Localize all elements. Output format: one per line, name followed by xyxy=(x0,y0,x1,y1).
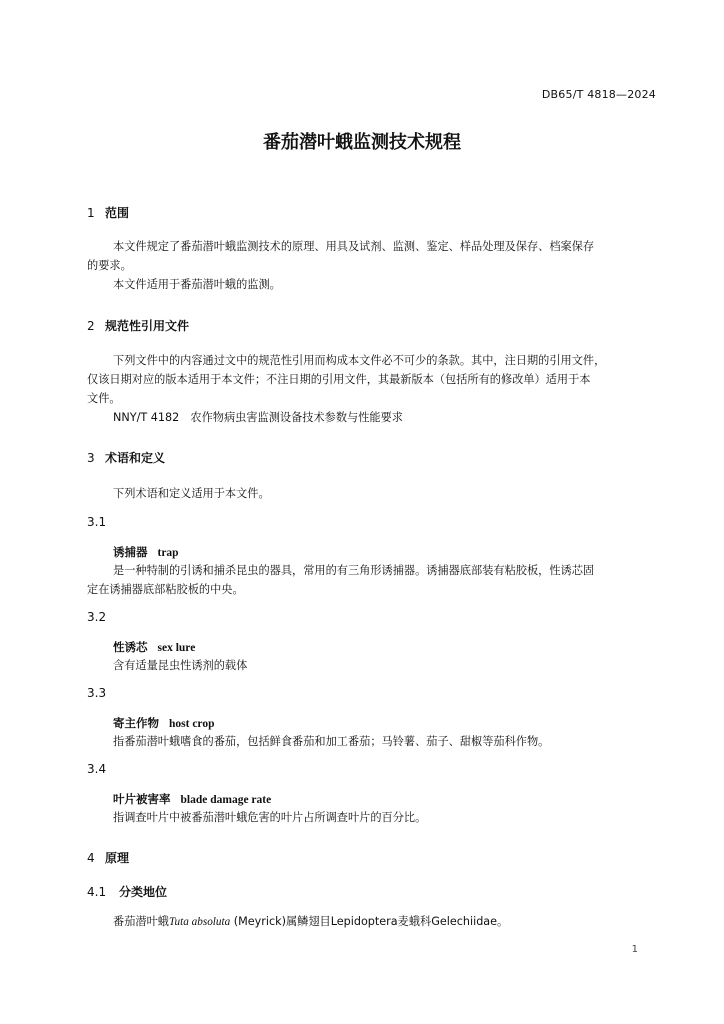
definition-line: 指番茄潜叶蛾嗜食的番茄，包括鲜食番茄和加工番茄；马铃薯、茄子、甜椒等茄科作物。 xyxy=(113,735,550,748)
term-number: 3.3 xyxy=(87,686,107,700)
term-cn: 诱捕器 xyxy=(113,545,148,559)
term-en: host crop xyxy=(169,718,215,730)
page-number: 1 xyxy=(631,944,638,955)
term-cn: 性诱芯 xyxy=(113,640,148,654)
subsection-number: 4.1 xyxy=(87,885,107,899)
section-4-heading xyxy=(87,849,129,866)
section-number: 2 xyxy=(87,319,95,333)
latin-name: Tuta absoluta xyxy=(168,916,231,928)
term-en: blade damage rate xyxy=(180,794,272,806)
paragraph-line: 仅该日期对应的版本适用于本文件；不注日期的引用文件，其最新版本（包括所有的修改单）适用于本 xyxy=(87,373,591,386)
term-en: sex lure xyxy=(157,642,196,654)
text-run: (Meyrick)属鳞翅目Lepidoptera麦蛾科Gelechiidae。 xyxy=(230,915,509,928)
section-title: 原理 xyxy=(105,851,130,865)
term-number: 3.1 xyxy=(87,515,107,529)
term-en: trap xyxy=(157,547,179,559)
text-run: 番茄潜叶蛾 xyxy=(113,915,169,928)
term-heading xyxy=(113,791,271,807)
term-number: 3.4 xyxy=(87,762,107,776)
term-cn: 叶片被害率 xyxy=(113,792,171,806)
term-heading xyxy=(113,715,214,731)
paragraph-line: 本文件规定了番茄潜叶蛾监测技术的原理、用具及试剂、监测、鉴定、样品处理及保存、档案保存 xyxy=(113,240,595,253)
section-number: 4 xyxy=(87,851,95,865)
definition-line: 指调查叶片中被番茄潜叶蛾危害的叶片占所调查叶片的百分比。 xyxy=(113,811,427,824)
definition-line: 定在诱捕器底部粘胶板的中央。 xyxy=(87,583,244,596)
paragraph-line: 下列文件中的内容通过文中的规范性引用而构成本文件必不可少的条款。其中，注日期的引用文件， xyxy=(113,354,606,367)
section-title: 规范性引用文件 xyxy=(105,319,190,333)
term-number: 3.2 xyxy=(87,610,107,624)
section-1-heading xyxy=(87,204,129,221)
section-3-heading xyxy=(87,449,165,466)
document-title: 番茄潜叶蛾监测技术规程 xyxy=(263,132,461,153)
section-number: 3 xyxy=(87,451,95,465)
section-number: 1 xyxy=(87,206,95,220)
term-heading xyxy=(113,639,195,655)
section-title: 范围 xyxy=(105,206,130,220)
paragraph-line: 本文件适用于番茄潜叶蛾的监测。 xyxy=(113,278,281,291)
definition-line: 是一种特制的引诱和捕杀昆虫的器具，常用的有三角形诱捕器。诱捕器底部装有粘胶板，性诱芯固 xyxy=(113,564,595,577)
paragraph-line xyxy=(113,912,508,932)
paragraph-line: 下列术语和定义适用于本文件。 xyxy=(113,487,270,500)
paragraph-line: 的要求。 xyxy=(87,259,132,272)
section-title: 术语和定义 xyxy=(105,451,166,465)
standard-number: DB65/T 4818—2024 xyxy=(541,88,656,101)
paragraph-line: 文件。 xyxy=(87,392,121,405)
term-cn: 寄主作物 xyxy=(113,716,159,730)
definition-line: 含有适量昆虫性诱剂的载体 xyxy=(113,659,248,672)
section-2-heading xyxy=(87,317,189,334)
subsection-title: 分类地位 xyxy=(119,885,168,899)
subsection-4-1-heading xyxy=(87,883,167,900)
term-heading xyxy=(113,544,179,560)
normative-reference: NNY/T 4182 农作物病虫害监测设备技术参数与性能要求 xyxy=(113,411,403,424)
